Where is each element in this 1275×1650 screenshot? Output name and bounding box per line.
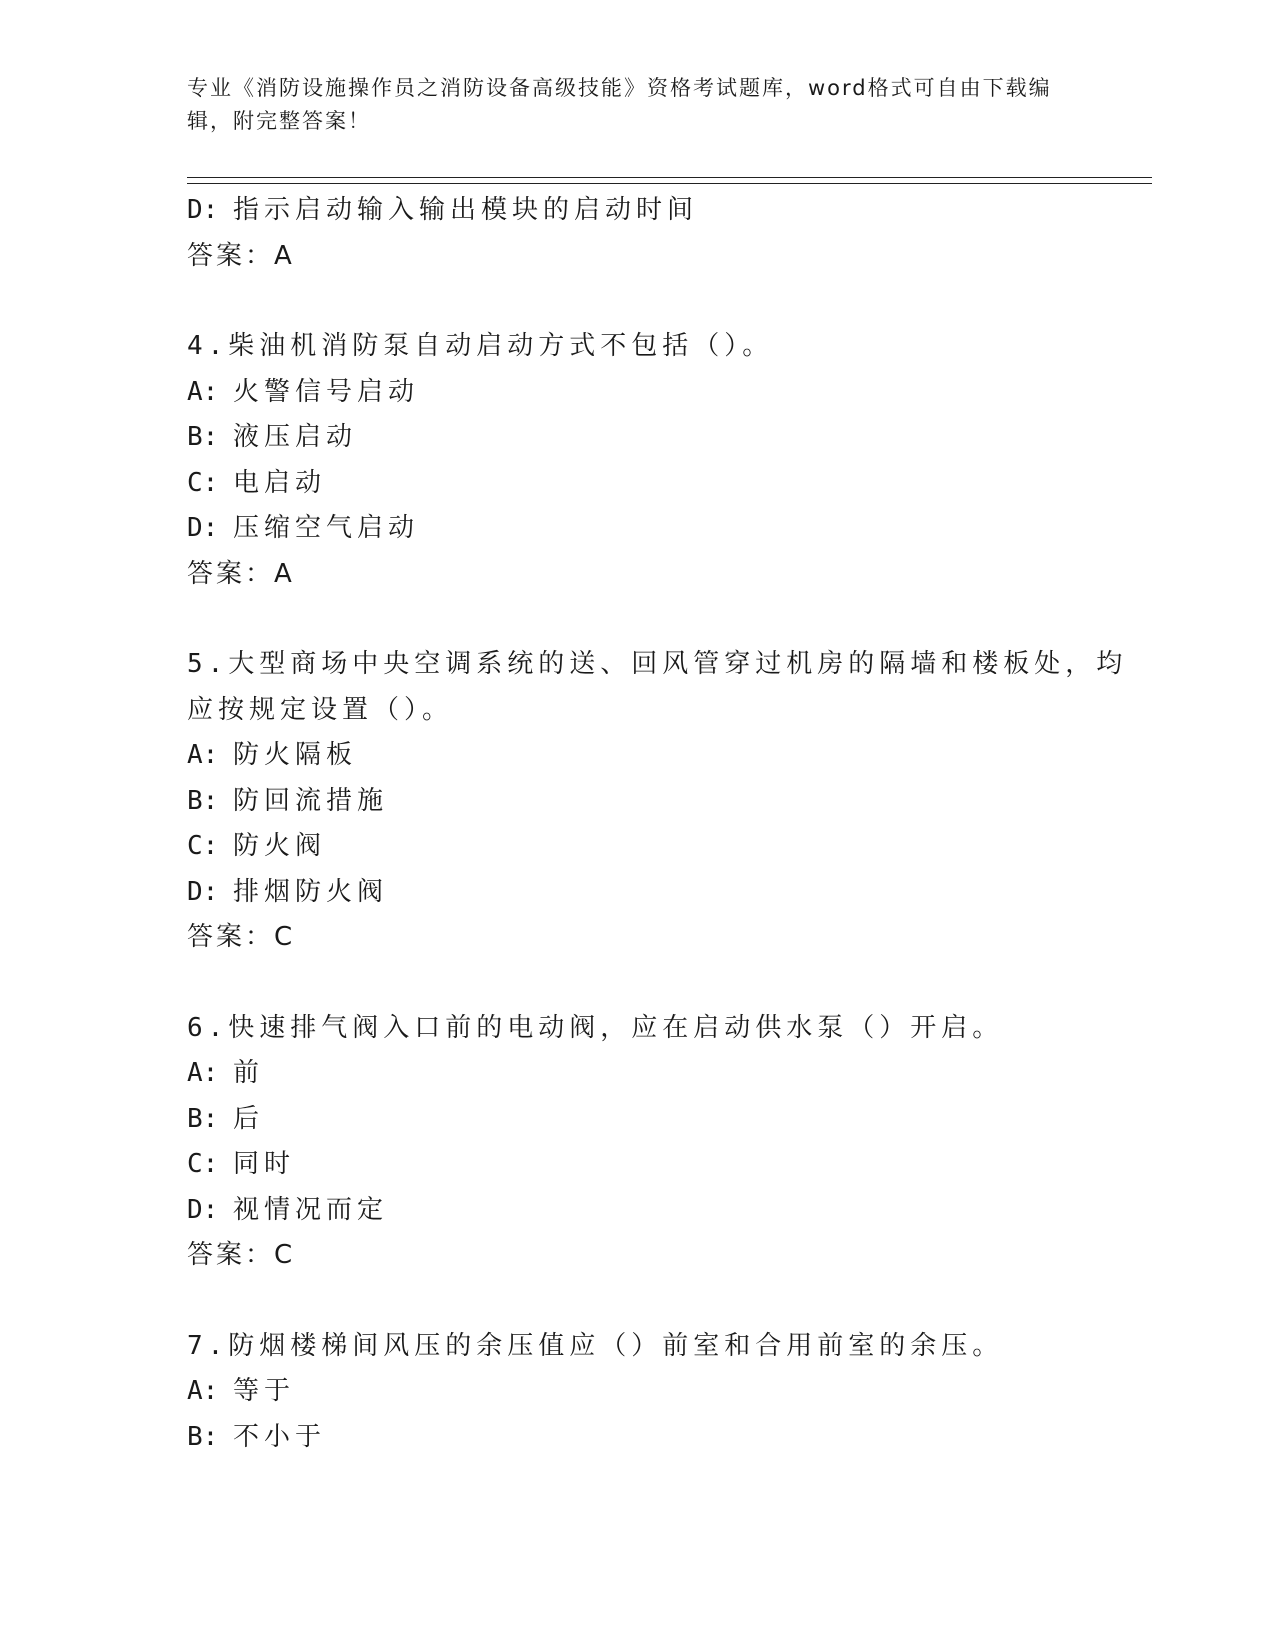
question-stem-continued: 应按规定设置（）。 — [187, 694, 454, 725]
option-b — [187, 779, 1087, 825]
option-text: 火警信号启动 — [233, 376, 420, 407]
option-label: B: — [187, 1103, 219, 1134]
option-label: B: — [187, 1421, 219, 1452]
option-label: B: — [187, 422, 219, 452]
option-label: C: — [187, 467, 219, 498]
option-text: 视情况而定 — [233, 1194, 389, 1225]
question-stem: 7.防烟楼梯间风压的余压值应（）前室和合用前室的余压。 — [187, 1330, 1004, 1361]
question-list — [187, 188, 1128, 1460]
option-text: 不小于 — [233, 1421, 327, 1452]
option-label: B: — [187, 785, 219, 816]
option-c — [187, 1142, 1087, 1188]
option-b — [187, 415, 1087, 461]
option-label: D: — [187, 195, 219, 225]
option-text: 排烟防火阀 — [233, 876, 389, 907]
option-label: A: — [187, 1376, 219, 1406]
option-text: 等于 — [233, 1376, 296, 1406]
option-label: A: — [187, 1058, 219, 1088]
question-stem: 5.大型商场中央空调系统的送、回风管穿过机房的隔墙和楼板处，均 — [187, 649, 1128, 679]
option-label: A: — [187, 740, 219, 770]
option-b — [187, 1097, 1087, 1143]
option-a — [187, 1051, 1087, 1097]
option-text: 压缩空气启动 — [233, 513, 420, 543]
option-text: 防回流措施 — [233, 785, 389, 816]
question-stem: 6.快速排气阀入口前的电动阀，应在启动供水泵（）开启。 — [187, 1012, 1004, 1043]
option-c — [187, 824, 1087, 870]
option-text: 液压启动 — [233, 422, 358, 452]
option-label: C: — [187, 831, 219, 861]
answer-line: 答案：A — [187, 240, 295, 271]
option-d — [187, 188, 1087, 234]
document-header: 专业《消防设施操作员之消防设备高级技能》资格考试题库，word格式可自由下载编辑，附完整答案！ — [187, 76, 1052, 133]
option-label: D: — [187, 513, 219, 543]
option-label: C: — [187, 1149, 219, 1179]
option-text: 防火阀 — [233, 831, 327, 861]
option-text: 同时 — [233, 1149, 296, 1179]
header-divider — [187, 177, 1152, 184]
option-a — [187, 1369, 1087, 1415]
option-label: A: — [187, 376, 219, 407]
option-d — [187, 506, 1087, 552]
option-text: 前 — [233, 1058, 265, 1088]
answer-line: 答案：C — [187, 922, 296, 952]
option-label: D: — [187, 876, 219, 907]
option-c — [187, 461, 1087, 507]
question-stem: 4.柴油机消防泵自动启动方式不包括（）。 — [187, 331, 774, 361]
option-text: 防火隔板 — [233, 740, 358, 770]
option-text: 电启动 — [233, 467, 327, 498]
option-d — [187, 870, 1087, 916]
option-a — [187, 733, 1087, 779]
option-b — [187, 1415, 1087, 1461]
option-text: 指示启动输入输出模块的启动时间 — [233, 195, 699, 225]
answer-line: 答案：A — [187, 558, 295, 589]
option-text: 后 — [233, 1103, 265, 1134]
option-a — [187, 370, 1087, 416]
answer-line: 答案：C — [187, 1240, 296, 1270]
option-d — [187, 1188, 1087, 1234]
option-label: D: — [187, 1194, 219, 1225]
